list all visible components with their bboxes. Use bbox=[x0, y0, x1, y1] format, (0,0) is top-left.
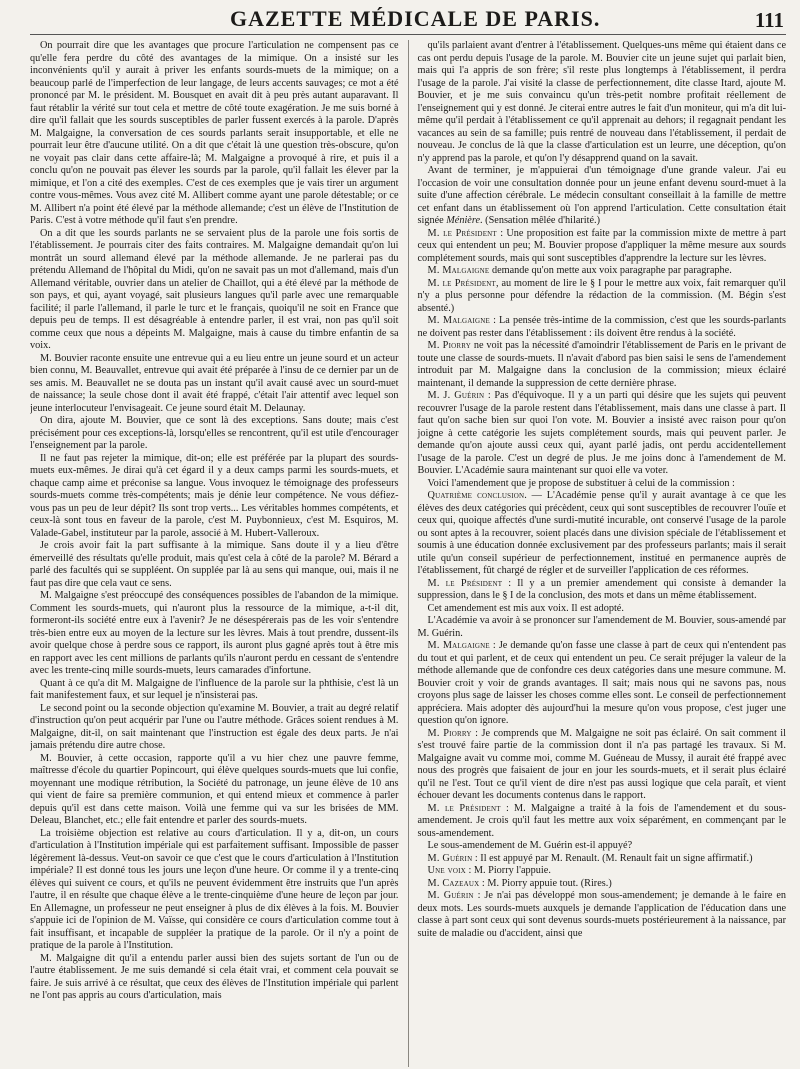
paragraph bbox=[30, 828, 399, 953]
paragraph-text: Je crois avoir fait la part suffisante à la mimique. Sans doute il y a lieu d'être émerveillé des résultats qu'elle produit, mais qu'est cela à côté de la parole? M. Bérard a parlé des facultés qui se suppléent. On supplée par là au sens qui manque, oui, mais il ne faut pas dire que cela vaut ce sens. bbox=[30, 540, 399, 589]
paragraph bbox=[418, 640, 787, 728]
paragraph bbox=[418, 265, 787, 278]
speaker-name: M. Malgaigne bbox=[427, 640, 490, 651]
paragraph bbox=[418, 478, 787, 491]
speaker-name: M. le Président bbox=[427, 227, 497, 239]
paragraph-text: : Une proposition est faite par la commission mixte de mettre à part ceux qui entendent un peu; M. Bouvier propose d'appliquer la même mesure aux sourds complétement sourds, mais qui sont susceptibles d'apprendre la lecture sur les lèvres. bbox=[417, 227, 786, 264]
paragraph bbox=[418, 340, 787, 390]
paragraph bbox=[30, 228, 399, 353]
paragraph bbox=[30, 953, 399, 1003]
paragraph-text: L'Académie va avoir à se prononcer sur l'amendement de M. Bouvier, sous-amendé par M. Guérin. bbox=[417, 615, 786, 639]
paragraph bbox=[30, 703, 399, 753]
paragraph bbox=[418, 490, 787, 578]
paragraph bbox=[418, 603, 787, 616]
paragraph bbox=[418, 228, 787, 266]
paragraph-text: M. Bouvier, à cette occasion, rapporte qu'il a vu hier chez une pauvre femme, maîtresse d'école du quartier Popincourt, qui élève quelques sourds-muets que lui confie, moyennant une modique rétribution, la Société du patronage, un jeune élève de 10 ans qui vient de faire sa première communion, et qui entend mieux et commence à parler depuis qu'il est dans cette maison. Voilà une femme qui va sur les brisées de MM. Deleau, Blanchet, etc.; elle fait entendre et parler des sourds-muets. bbox=[30, 752, 399, 826]
paragraph bbox=[418, 840, 787, 853]
paragraph-text: M. Bouvier raconte ensuite une entrevue qui a eu lieu entre un jeune sourd et un acteur bien connu, M. Beauvallet, entrevue qui avait été préparée à l'insu de ce dernier par un de ses amis. M. Beauvallet ne se douta pas un instant qu'il avait causé avec un sourd-muet de naissance; la seule chose dont il avait été frappé, c'était l'air attentif avec lequel son jeune interlocuteur l'envisageait. Ce jeune sourd était M. Delaunay. bbox=[30, 352, 399, 414]
paragraph bbox=[30, 753, 399, 828]
paragraph bbox=[30, 353, 399, 416]
speaker-name: Quatrième conclusion bbox=[427, 490, 525, 501]
paragraph bbox=[30, 415, 399, 453]
left-column bbox=[30, 40, 409, 1067]
paragraph bbox=[418, 728, 787, 803]
paragraph bbox=[418, 853, 787, 866]
paragraph-text: demande qu'on mette aux voix paragraphe par paragraphe. bbox=[489, 265, 732, 276]
paragraph bbox=[30, 453, 399, 541]
paragraph-text: On pourrait dire que les avantages que procure l'articulation ne compensent pas ce qu'elle fera perdre du côté des avantages de la mimique. On a insisté sur les inconvénients qu'il y aurait à priver les enfants sourds-muets de la mimique; on a beaucoup parlé de l'imperfection de leur langage, de leurs accents sauvages; ce mot a été prononcé par M. le président. M. Bousquet en avait dit à peu près autant auparavant. Il faut rétablir la vérité sur tout cela et mettre de côté toute exagération. Je me suis borné à dire qu'il fallait que les sourds susceptibles de parler fussent exercés à la parole. D'après M. Malgaigne, la conversation de ces sourds parlants serait insupportable, et elle ne pourrait leur être d'aucune utilité. On a dit que c'était là une question très-obscure, qu'on ne voyait pas clair dans cette affaire-là; M. Malgaigne a provoqué à rire, et puis il a conclu qu'on ne pouvait pas élever les sourds par la parole, qu'il fallait les élever par la mimique, et l'on a cité des exemples. C'est de ces exemples que je vais tirer un argument contre vous-mêmes. Vous avez cité M. Allibert comme ayant une parole détestable; or ce M. Allibert n'a point été élevé par la méthode allemande; c'est un élève de l'Institution de Paris. C'est à votre méthode qu'il faut s'en prendre. bbox=[30, 40, 399, 226]
speaker-name: M. Piorry bbox=[427, 340, 471, 351]
paragraph-text: Le sous-amendement de M. Guérin est-il appuyé? bbox=[427, 840, 633, 851]
speaker-name: M. Guérin bbox=[427, 852, 473, 864]
paragraph bbox=[418, 878, 787, 891]
masthead-title: GAZETTE MÉDICALE DE PARIS. bbox=[230, 6, 601, 31]
paragraph-text: qu'ils parlaient avant d'entrer à l'établissement. Quelques-uns même qui étaient dans ce cas ont perdu depuis l'usage de la parole. M. Bouvier cite un jeune sujet qui parlait bien, mais qui l'a appris de son frère; s'il reste plus longtemps à l'établissement, il perdra l'usage de la parole. J'ai visité la classe de perfectionnement, dite classe Itard, ajoute M. Bouvier, et je me suis convaincu qu'un très-petit nombre profitait réellement de l'enseignement qui y est donné. Je citerai entre autres le fait d'un moniteur, qui m'a dit lui-même qu'il perdait à l'établissement ce qu'il apprenait au dehors; il regagnait pendant les vacances au sein de sa famille; puis rentré de nouveau dans l'établissement, il perdait de nouveau. Je conclus de là que la classe d'articulation est un leurre, une déception, qu'on n'y apprend pas la parole, et qu'on l'y désapprend quand on la savait. bbox=[417, 40, 786, 164]
paragraph-text: : M. Piorry l'appuie. bbox=[465, 865, 551, 876]
paragraph-text: , au moment de lire le § I pour le mettre aux voix, fait remarquer qu'il n'y a plus personne pour défendre la rédaction de la commission. (M. Bégin s'est absenté.) bbox=[417, 277, 786, 314]
paragraph bbox=[418, 803, 787, 841]
speaker-name: M. Malgaigne bbox=[427, 315, 490, 326]
speaker-name: M. Malgaigne bbox=[427, 265, 490, 276]
speaker-name: M. J. Guérin bbox=[427, 390, 485, 401]
paragraph bbox=[418, 578, 787, 603]
paragraph-text: On dira, ajoute M. Bouvier, que ce sont là des exceptions. Sans doute; mais c'est précisément pour ces exceptions-là, lorsqu'elles se rencontrent, qu'il est utile d'encourager l'enseignement par la parole. bbox=[30, 415, 399, 451]
paragraph-text: Cet amendement est mis aux voix. Il est adopté. bbox=[427, 602, 624, 614]
paragraph-text: La troisième objection est relative au cours d'articulation. Il y a, dit-on, un cours d'articulation à l'Institution impériale qui est parfaitement suffisant. Impossible de passer légèrement là-dessus. Veut-on savoir ce que c'est que le cours d'articulation à l'Institution impériale? Il est donné tous les jours une leçon d'une heure. Or comme il y a trente-cinq élèves qui suivent ce cours, et qu'ils ne peuvent évidemment être instruits que l'un après l'autre, il en résulte que chaque élève a le trente-cinquième d'une heure de leçon par jour. En Allemagne, un professeur ne peut enseigner à plus de dix élèves à la fois. M. Bouvier s'appuie ici de l'opinion de M. Vaïsse, qui considère ce cours d'articulation comme tout à fait insuffisant, et incapable de suppléer la pratique de la parole. Or il n'y a point de pratique de la parole à l'Institution. bbox=[30, 827, 399, 951]
paragraph-text: : M. Piorry appuie tout. (Rires.) bbox=[479, 877, 612, 889]
paragraph bbox=[418, 40, 787, 165]
paragraph bbox=[418, 890, 787, 940]
speaker-name: M. Piorry bbox=[427, 727, 472, 739]
speaker-name: M. le Président bbox=[427, 577, 503, 589]
paragraph-text: : Pas d'équivoque. Il y a un parti qui désire que les sujets qui peuvent recouvrer l'usage de la parole restent dans l'établissement, mais dans une classe à part. Il faut qu'on sache bien sur quoi l'on vote. M. Bouvier a insisté avec raison pour qu'on joigne à cette catégorie les sujets complétement sourds, mais qui peuvent parler. Je demande qu'on ajoute aussi ceux qui, ayant parlé jadis, ont perdu accidentellement l'usage de la parole. C'est un degré de plus. Je me joins donc à l'amendement de M. Bouvier. L'Académie saura maintenant sur quoi elle va voter. bbox=[417, 390, 786, 476]
paragraph-text: ne voit pas la nécessité d'amoindrir l'établissement de Paris en le privant de toute une classe de sourds-muets. Il n'avait d'abord pas bien saisi le sens de l'amendement introduit par M. Malgaigne dans la conclusion de la commission; mieux éclairé maintenant, il demande la suppression de cette dernière phrase. bbox=[417, 340, 786, 389]
page-number: 111 bbox=[754, 8, 784, 32]
paragraph bbox=[418, 865, 787, 878]
paragraph-text: : Je comprends que M. Malgaigne ne soit pas éclairé. On sait comment il s'est trouvé faire partie de la commission dont il n'a pas partagé les travaux. Si M. Malgaigne avait vu comme moi, comme M. Guéneau de Mussy, il aurait été frappé avec nous des progrès que faisaient de jour en jour les sourds-muets, et il serait plus éclairé qu'il ne l'est. Tout ce qu'il vient de dire n'est pas aussi logique que cela paraît, et vient échouer devant les documents contenus dans le rapport. bbox=[417, 727, 786, 801]
paragraph-text: : Il y a un premier amendement qui consiste à demander la suppression, dans le § I de la conclusion, des mots et dans un même établissement. bbox=[417, 577, 786, 601]
paragraph-text: Il ne faut pas rejeter la mimique, dit-on; elle est préférée par la plupart des sourds-muets eux-mêmes. Je dirai qu'à cet égard il y a deux camps parmi les sourds-muets, et chaque camp aime et préconise sa langue. Vous invoquez le témoignage des professeurs sourds-muets comme très-compétents; mais je dénie leur compétence. Ne vous défiez-vous pas un peu de leur dépit? Ils sont trop verts... Les véritables hommes compétents, et ceux-là sont tous en faveur de la parole, c'est M. Puybonnieux, c'est M. Esquiros, M. Valade-Gabel, instituteur par la parole, associé à M. Hubert-Valleroux. bbox=[30, 452, 399, 539]
paragraph-text: On a dit que les sourds parlants ne se servaient plus de la parole une fois sortis de l'établissement. Je pourrais citer des faits contraires. M. Malgaigne demandait qu'on lui montrât un sourd allemand élevé par la méthode allemande. Je ne parlerai pas du prétendu Allemand de l'hôpital du Midi, qu'on ne savait pas un mot d'allemand, mais d'un Allemand véritable, ouvrier dans un atelier de Chaillot, qui a été élevé par la méthode de son pays, et qui, ayant voyagé, sait plusieurs langues qu'il parle avec une remarquable facilité; il parle l'allemand, il parle le turc et le français, quoiqu'il ne soit en France que depuis peu de temps. Il est désagréable à entendre parler, il est vrai, non pas qu'il soit comme ceux que nous a dépeints M. Malgaigne, mais à cause du timbre enfantin de sa voix. bbox=[30, 227, 399, 351]
paragraph-text: . (Sensation mêlée d'hilarité.) bbox=[480, 215, 600, 226]
paragraph-text: : M. Malgaigne a traité à la fois de l'amendement et du sous-amendement. Je crois qu'il faut les mettre aux voix séparément, en commençant par le sous-amendement. bbox=[417, 802, 786, 839]
speaker-name: M. Cazeaux bbox=[427, 877, 480, 889]
header-rule bbox=[30, 34, 786, 35]
signature-name: Ménière bbox=[446, 215, 481, 226]
paragraph bbox=[418, 278, 787, 316]
paragraph bbox=[418, 615, 787, 640]
paragraph-text: Quant à ce qu'a dit M. Malgaigne de l'influence de la parole sur la phthisie, c'est là un fait manifestement faux, et sur lequel je n'insisterai pas. bbox=[30, 677, 399, 701]
paragraph bbox=[418, 315, 787, 340]
paragraph-text: Le second point ou la seconde objection qu'examine M. Bouvier, a trait au degré relatif d'instruction qu'on peut acquérir par l'une ou l'autre méthode. Grâces soient rendues à M. Malgaigne, dit-il, on sait maintenant que l'instruction est égale des deux parts. Je n'ai jamais prétendu dire autre chose. bbox=[30, 702, 399, 751]
speaker-name: M. le Président bbox=[427, 802, 501, 814]
text-columns bbox=[30, 40, 786, 1067]
paragraph-text: Voici l'amendement que je propose de substituer à celui de la commission : bbox=[427, 477, 735, 489]
paragraph bbox=[30, 590, 399, 678]
paragraph-text: Avant de terminer, je m'appuierai d'un témoignage d'une grande valeur. J'ai eu l'occasion de voir une consultation donnée pour un jeune enfant devenu sourd-muet à la suite d'une affection cérébrale. Le médecin consultant conseillait à la famille de mettre cet enfant dans un établissement où l'on apprend l'articulation. Cette consultation était signée bbox=[417, 165, 786, 226]
paragraph bbox=[30, 540, 399, 590]
paragraph-text: M. Malgaigne dit qu'il a entendu parler aussi bien des sujets sortant de l'un ou de l'autre établissement. Je me suis demandé si cela était vrai, et comment cela pouvait se faire. Je suis arrivé à ce résultat, que ceux des élèves de l'Institution impériale qui parlent ne l'ont pas appris au cours d'articulation, mais bbox=[30, 952, 399, 1001]
paragraph bbox=[30, 678, 399, 703]
right-column bbox=[409, 40, 787, 1067]
paragraph bbox=[418, 165, 787, 228]
paragraph bbox=[30, 40, 399, 228]
paragraph-text: : Il est appuyé par M. Renault. (M. Renault fait un signe affirmatif.) bbox=[472, 852, 753, 864]
speaker-name: Une voix bbox=[427, 865, 466, 876]
paragraph-text: : Je n'ai pas développé mon sous-amendement; je demande à le faire en deux mots. Les sourds-muets auxquels je demande l'application de l'éducation dans une classe à part sont ceux qui sont devenus sourds-muets postérieurement à la naissance, par suite de maladie ou d'accident, ainsi que bbox=[417, 890, 786, 939]
paragraph-text: M. Malgaigne s'est préoccupé des conséquences possibles de l'abandon de la mimique. Comment les sourds-muets, qui n'auront plus la ressource de la mimique, a-t-il dit, formeront-ils société entre eux à l'avenir? Je ne désespérerais pas de les voir s'entendre très-bien entre eux au moyen de la lecture sur les lèvres. Mais à tout prendre, dussent-ils avoir quelque chose à perdre sous ce rapport, ils auront plus gagné après tout à être mis en rapport avec les cent millions de parlants qu'ils n'auront perdu en cessant de s'entendre avec les trente-cinq mille sourds-muets, leurs camarades d'infortune. bbox=[30, 590, 399, 676]
speaker-name: M. le Président bbox=[427, 277, 497, 289]
paragraph-text: : Je demande qu'on fasse une classe à part de ceux qui n'entendent pas du tout et qui parlent, et de ceux qui entendent un peu. Ce serait préjuger la valeur de la méthode allemande que de confondre ces deux catégories dans une mesure commune. M. Bouvier croit y voir de grands avantages. Il sait; mais nous qui ne savons pas, nous croyons plus sage de laisser les choses comme elles sont. Le conseil de perfectionnement appréciera. Mais adopter dès aujourd'hui la mesure qu'on vous propose, c'est juger une question qu'on ignore. bbox=[417, 640, 786, 726]
paragraph-text: : La pensée très-intime de la commission, c'est que les sourds-parlants ne doivent pas rester dans l'établissement : ils doivent être rendus à la société. bbox=[417, 315, 786, 339]
paragraph-text: . — L'Académie pense qu'il y aurait avantage à ce que les élèves des deux catégories qui précèdent, ceux qui sont susceptibles de recouvrer l'ouïe et ceux qui, quoique affectés d'une surdi-mutité incurable, ont conservé l'usage de la parole ou sont aptes à la recouvrer, soient placés dans une division spéciale de l'établissement et soumis à une éducation donnée exclusivement par des professeurs parlants; mais il serait utile qu'un conseil supérieur de perfectionnement, institué en permanence auprès de l'établissement, fût chargé de régler et de surveiller l'application de ces réformes. bbox=[417, 490, 786, 576]
speaker-name: M. Guérin bbox=[427, 890, 474, 901]
running-head bbox=[0, 0, 800, 36]
paragraph bbox=[418, 390, 787, 478]
